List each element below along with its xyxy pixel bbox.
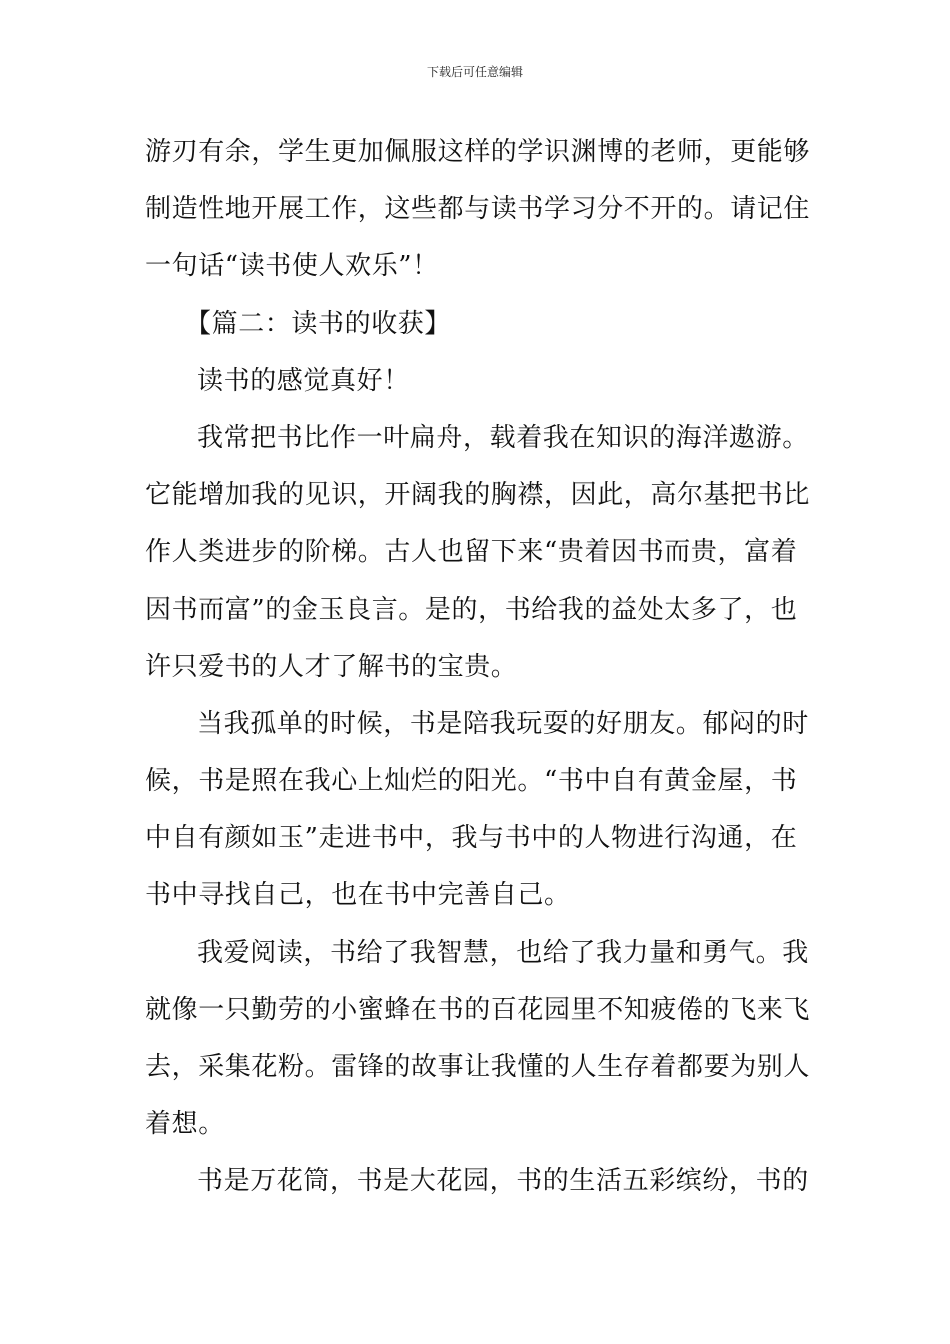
text-line: 许只爱书的人才了解书的宝贵。 <box>145 651 518 682</box>
text-line: 作人类进步的阶梯。古人也留下来“贵着因书而贵，富着 <box>145 537 798 568</box>
text-line: 就像一只勤劳的小蜜蜂在书的百花园里不知疲倦的飞来飞 <box>145 994 811 1025</box>
text-line: 去，采集花粉。雷锋的故事让我懂的人生存着都要为别人 <box>145 1052 811 1082</box>
text-line: 当我孤单的时候，书是陪我玩耍的好朋友。郁闷的时 <box>197 708 809 739</box>
text-line: 制造性地开展工作，这些都与读书学习分不开的。请记住 <box>145 194 811 225</box>
text-line: 书是万花筒，书是大花园，书的生活五彩缤纷，书的 <box>197 1166 809 1197</box>
document-body <box>145 124 811 1211</box>
text-line: 一句话“读书使人欢乐”！ <box>145 251 439 282</box>
text-line: 书中寻找自己，也在书中完善自己。 <box>145 880 571 911</box>
text-line: 候，书是照在我心上灿烂的阳光。“书中自有黄金屋，书 <box>145 766 798 797</box>
text-line: 中自有颜如玉”走进书中，我与书中的人物进行沟通，在 <box>145 823 798 854</box>
text-line: 我常把书比作一叶扁舟，载着我在知识的海洋遨游。 <box>197 422 809 453</box>
text-line: 因书而富”的金玉良言。是的，书给我的益处太多了，也 <box>145 594 798 625</box>
text-line: 它能增加我的见识，开阔我的胸襟，因此，高尔基把书比 <box>145 480 811 511</box>
text-line: 游刃有余，学生更加佩服这样的学识渊博的老师，更能够 <box>145 137 811 167</box>
page-header: 下载后可任意编辑 <box>426 65 523 79</box>
text-line: 读书的感觉真好！ <box>197 365 410 396</box>
text-line: 着想。 <box>145 1109 225 1140</box>
text-line: 我爱阅读，书给了我智慧，也给了我力量和勇气。我 <box>197 937 809 968</box>
section-title: 【篇二：读书的收获】 <box>185 308 452 339</box>
